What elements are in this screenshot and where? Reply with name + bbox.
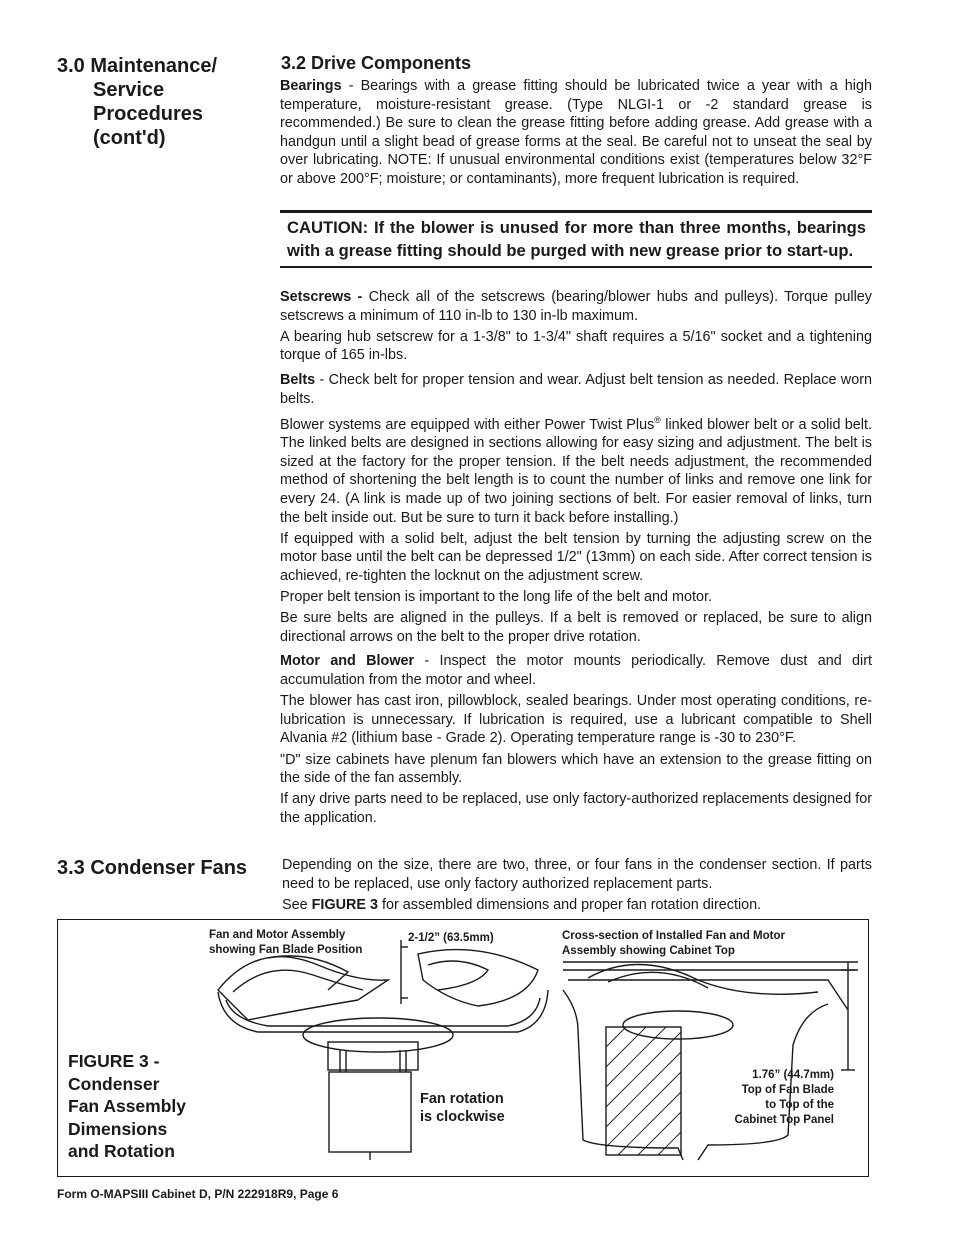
label-line: to Top of the [765,1099,834,1111]
heading-line: Service [93,79,165,101]
caption-line: FIGURE 3 - [68,1051,160,1071]
belts-linked-text: Blower systems are equipped with either Power Twist Plus [280,416,655,433]
motor-text: - Inspect the motor mounts periodically. Remove dust and dirt accumulation from the motor and wheel. [280,653,872,689]
condenser-body [282,856,872,917]
registered-mark: ® [654,414,661,425]
label-line: Assembly showing Cabinet Top [562,945,735,957]
caution-text: CAUTION: If the blower is unused for more than three months, bearings with a grease fitting should be purged with new grease prior to start-up. [287,218,866,260]
setscrews-text: Check all of the setscrews (bearing/blower hubs and pulleys). Torque pulley setscrews a minimum of 110 in-lb to 130 in-lb maximum. [280,289,872,324]
motor-label: Motor and Blower [280,653,415,670]
belts-solid-paragraph: If equipped with a solid belt, adjust the belt tension by turning the adjusting screw on the motor base until the belt can be depressed 1/2" (13mm) on each side. After correct tension is achieved, re-tighten the locknut on the adjustment screw. [280,530,872,584]
label-line: showing Fan Blade Position [209,944,363,956]
motor-replace-paragraph: If any drive parts need to be replaced, use only factory-authorized replacements designed for the application. [280,791,872,826]
condenser-paragraph: Depending on the size, there are two, three, or four fans in the condenser section. If parts need to be replaced, use only factory authorized replacement parts. [282,857,872,892]
caption-line: Dimensions [68,1118,168,1139]
figure-caption [68,1050,186,1163]
bearings-paragraph [280,77,872,189]
belts-paragraph [280,371,872,408]
caption-line: and Rotation [68,1141,175,1161]
belts-text: - Check belt for proper tension and wear. Adjust belt tension as needed. Replace worn belts. [280,371,872,407]
figure-ref-link: FIGURE 3 [311,896,378,913]
label-line: Cross-section of Installed Fan and Motor [562,930,785,942]
label-line: Top of Fan Blade [741,1084,834,1096]
caption-line: Condenser [68,1073,160,1094]
hub-setscrew-paragraph: A bearing hub setscrew for a 1-3/8" to 1-3/4" shaft requires a 5/16" socket and a tightening torque of 165 in-lbs. [280,328,872,364]
page-footer: Form O-MAPSIII Cabinet D, P/N 222918R9, Page 6 [57,1187,339,1201]
heading-line: (cont'd) [93,127,166,149]
setscrews-label: Setscrews - [280,289,363,305]
label-line: Fan and Motor Assembly [209,929,346,941]
belts-linked-text-cont: linked blower belt or a solid belt. The linked belts are designed in sections allowing for easy sizing and adjustment. The belt is sized at the factory for the proper tension. If the belt needs adjustment, the recommended method of shortening the belt length is to count the number of links and remove one link for every 24. (A link is made up of two joining sections of belt. For easier removal of links, turn the belt inside out. But be sure to turn it back before installing.) [280,416,872,526]
blade-height-dimension: 2-1/2” (63.5mm) [408,932,494,944]
label-line: is clockwise [420,1109,505,1125]
figure-ref-text: See [282,896,312,913]
motor-d-size-paragraph: "D" size cabinets have plenum fan blowers which have an extension to the grease fitting on the side of the fan assembly. [280,751,872,787]
clearance-dimension [698,1068,834,1128]
drive-maintenance-body [280,288,872,830]
motor-bearings-paragraph: The blower has cast iron, pillowblock, sealed bearings. Under most operating conditions, re-lubrication is unnecessary. If lubrication is required, use a lubricant compatible to Shell Alvania #2 (lithium base - Grade 2). Operating temperature range is -30 to 230°F. [280,693,872,747]
belts-linked-paragraph [280,411,872,527]
cross-section-drawing [563,962,858,1160]
belts-align-paragraph: Be sure belts are aligned in the pulleys. If a belt is removed or replaced, be sure to align directional arrows on the belt to the proper drive rotation. [280,610,872,645]
belts-label: Belts [280,371,316,388]
label-line: Cabinet Top Panel [734,1114,834,1126]
heading-line: 3.0 Maintenance/ [57,55,218,77]
condenser-figure-ref [282,896,872,915]
figure-3 [57,919,869,1177]
bearings-text: - Bearings with a grease fitting should be lubricated twice a year with a high temperature, moisture-resistant grease. (Type NLGI-1 or -2 standard grease is recommended.) Be sure to clean the grease fitting before adding grease. Add grease with a handgun until a slight bead of grease forms at the seal. Be careful not to unseat the seal by over lubricating. NOTE: If unusual environmental conditions exist (temperatures below 32°F or above 200°F; moisture; or contaminants), more frequent lubrication is required. [280,78,872,187]
figure-ref-text-cont: for assembled dimensions and proper fan rotation direction. [377,896,762,913]
belts-tension-paragraph: Proper belt tension is important to the long life of the belt and motor. [280,589,712,606]
caption-line: Fan Assembly [68,1096,187,1116]
bearings-label: Bearings [280,78,342,94]
label-line: Fan rotation [420,1091,504,1107]
rotation-note [420,1090,505,1126]
section-heading-maintenance [57,54,262,150]
subheading-drive-components: 3.2 Drive Components [281,53,472,73]
bearings-section [280,77,872,191]
heading-line: Procedures [93,103,204,125]
caution-box [280,210,872,268]
setscrews-paragraph [280,288,872,325]
motor-paragraph [280,652,872,689]
label-line: 1.76” (44.7mm) [752,1069,834,1081]
fan-motor-assembly-drawing [218,940,548,1160]
section-heading-condenser-fans: 3.3 Condenser Fans [57,857,248,879]
